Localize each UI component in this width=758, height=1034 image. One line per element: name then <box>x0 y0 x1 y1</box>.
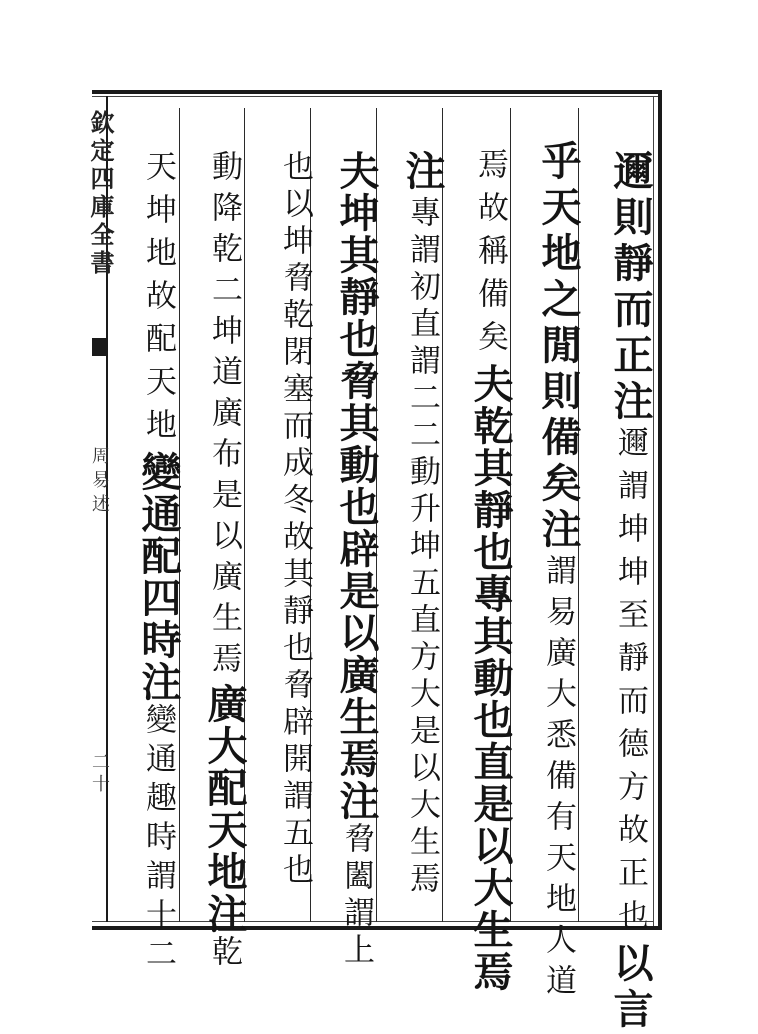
text-column-2 <box>518 140 582 1005</box>
commentary-text: 脅闔謂上 <box>338 822 374 970</box>
main-text: 注 <box>399 150 446 196</box>
main-text: 邇則靜而正注 <box>607 150 654 426</box>
frame-right-border <box>658 90 662 930</box>
frame-top-border <box>92 90 662 94</box>
section-title: 周易述 <box>89 446 110 518</box>
text-column-5 <box>318 150 380 970</box>
commentary-text: 變通趣時謂十二 <box>140 703 176 976</box>
commentary-text: 謂易廣大悉備有天地人道 <box>540 554 576 1005</box>
text-column-6 <box>252 150 313 925</box>
commentary-text: 專謂初直謂二二動升坤五直方大是以大生焉 <box>404 196 440 899</box>
main-text: 夫坤其靜也脅其動也辟是以廣生焉注 <box>333 150 380 822</box>
text-column-1 <box>586 150 654 1034</box>
text-column-7 <box>186 150 248 980</box>
commentary-text: 動降乾二坤道廣布是以廣生焉 <box>206 150 242 683</box>
text-column-3 <box>450 148 514 993</box>
page-number: 二十 <box>89 752 110 796</box>
main-text: 以言 <box>607 942 654 1034</box>
fish-tail-mark <box>92 338 106 356</box>
frame-top-inner-border <box>92 96 662 97</box>
book-title: 欽定四庫全書 <box>86 110 115 278</box>
frame-bottom-border <box>92 926 662 930</box>
column-rule <box>442 108 443 922</box>
text-column-8 <box>116 150 182 976</box>
main-text: 變通配四時注 <box>135 451 182 703</box>
main-text: 乎天地之閒則備矣注 <box>535 140 582 554</box>
commentary-text: 邇謂坤坤至靜而德方故正也 <box>612 426 648 942</box>
main-text: 夫乾其靜也專其動也直是以大生焉 <box>467 363 514 993</box>
commentary-text: 也以坤脅乾閉塞而成冬故其靜也脅辟開謂五也 <box>277 150 313 890</box>
text-column-4 <box>384 150 446 925</box>
commentary-text: 天坤地故配天地 <box>140 150 176 451</box>
commentary-text: 乾 <box>206 935 242 980</box>
commentary-text: 焉故稱備矣 <box>472 148 508 363</box>
main-text: 廣大配天地注 <box>201 683 248 935</box>
